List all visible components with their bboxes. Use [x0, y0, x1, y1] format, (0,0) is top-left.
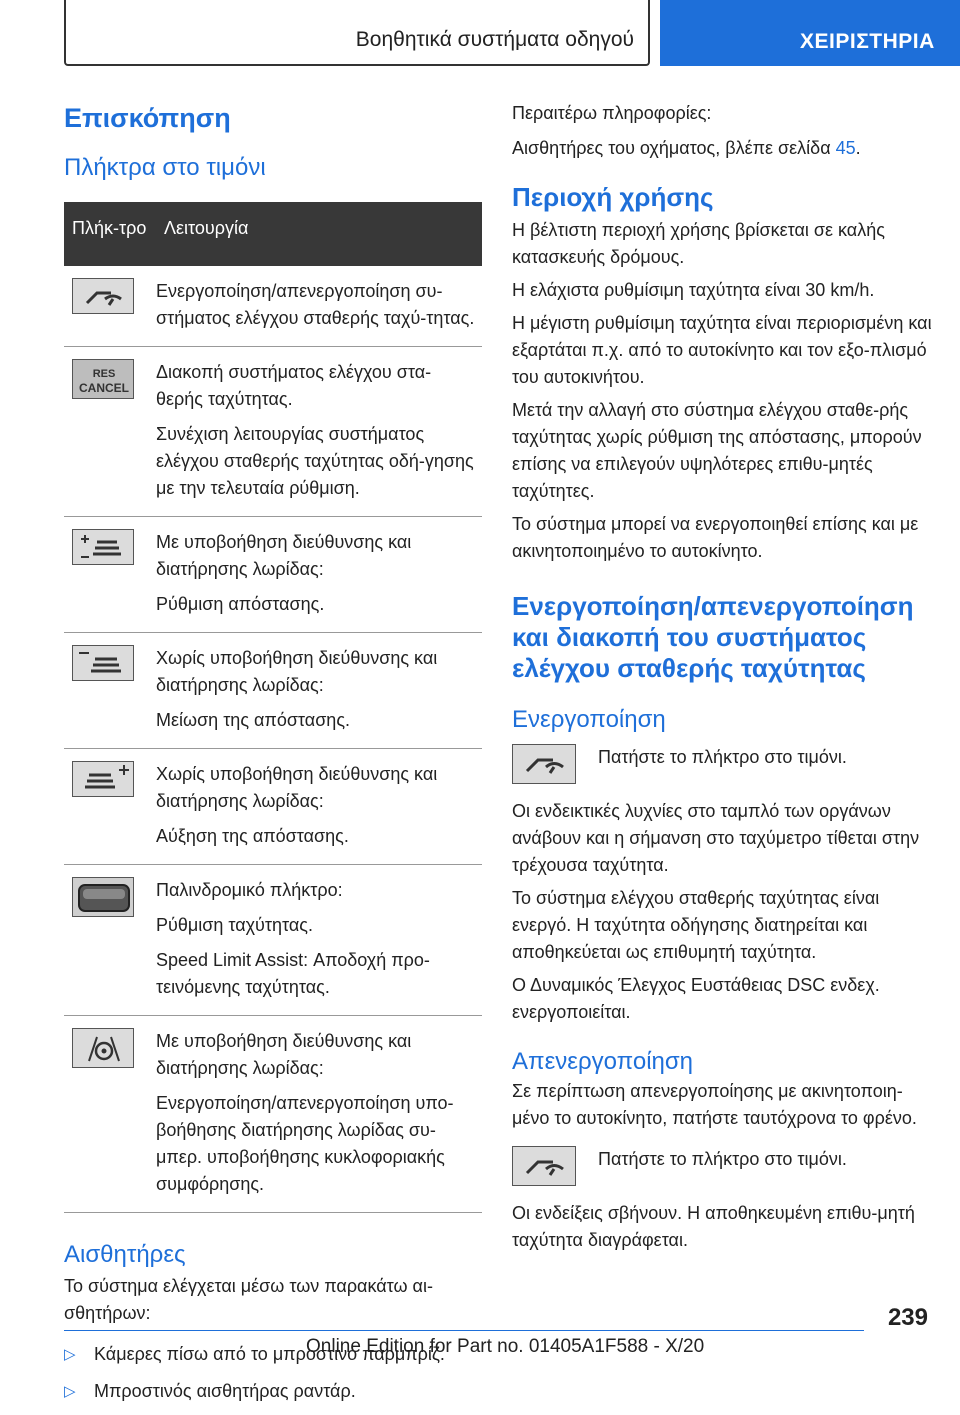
row-text: Παλινδρομικό πλήκτρο:	[156, 880, 343, 900]
table-row	[64, 1016, 482, 1213]
table-row	[64, 347, 482, 517]
row-text: Ρύθμιση ταχύτητας.	[156, 915, 313, 935]
cruise-control-icon	[512, 744, 576, 784]
row-text: Ενεργοποίηση/απενεργοποίηση υπο-βοήθησης διατήρησης λωρίδας συ-μπερ. υποβοήθησης κυκλοφοριακής συμφόρησης.	[156, 1093, 454, 1194]
range-heading: Περιοχή χρήσης	[512, 182, 714, 212]
row-text: Χωρίς υποβοήθηση διεύθυνσης και διατήρησης λωρίδας:	[156, 648, 438, 695]
more-info-label: Περαιτέρω πληροφορίες:	[512, 103, 712, 123]
activate-heading: Ενεργοποίηση	[512, 706, 666, 733]
list-item: ▷ Μπροστινός αισθητήρας ραντάρ.	[64, 1378, 482, 1405]
res-cancel-icon	[72, 359, 134, 399]
row-text: Με υποβοήθηση διεύθυνσης και διατήρησης λωρίδας:	[156, 1031, 412, 1078]
row-text: Speed Limit Assist: Αποδοχή προ-τεινόμενης ταχύτητας.	[156, 950, 430, 997]
header-chapter: Βοηθητικά συστήματα οδηγού	[355, 28, 634, 51]
table-row	[64, 633, 482, 749]
range-text: Η ελάχιστα ρυθμίσιμη ταχύτητα είναι 30 km/h.	[512, 280, 875, 300]
sensors-intro: Το σύστημα ελέγχεται μέσω των παρακάτω αι-σθητήρων:	[64, 1276, 433, 1323]
row-text: Με υποβοήθηση διεύθυνσης και διατήρησης λωρίδας:	[156, 532, 412, 579]
row-text: Διακοπή συστήματος ελέγχου στα-θερής ταχύτητας.	[156, 362, 432, 409]
left-column	[64, 100, 482, 1415]
table-row	[64, 266, 482, 347]
table-row	[64, 517, 482, 633]
sensors-heading: Αισθητήρες	[64, 1241, 186, 1268]
activate-instruction	[512, 744, 932, 784]
cruise-control-icon	[512, 1146, 576, 1186]
activate-button-text: Πατήστε το πλήκτρο στο τιμόνι.	[598, 747, 847, 767]
list-item: ▷ Κάμερες πίσω από το μπροστινό παρμπρίζ.	[64, 1341, 482, 1368]
distance-increase-icon	[72, 761, 134, 797]
activate-text: Οι ενδεικτικές λυχνίες στο ταμπλό των οργάνων ανάβουν και η σήμανση στο ταχύμετρο τίθεται στην τρέχουσα ταχύτητα.	[512, 801, 920, 875]
page-number: 239	[887, 1304, 928, 1331]
activate-text: Το σύστημα ελέγχου σταθερής ταχύτητας είναι ενεργό. Η ταχύτητα οδήγησης διατηρείται και αποθηκεύεται ως επιθυμητή ταχύτητα.	[512, 888, 880, 962]
keys-table-header	[64, 202, 482, 266]
res-label: RES	[92, 368, 116, 380]
row-text: Συνέχιση λειτουργίας συστήματος ελέγχου σταθερής ταχύτητας οδή-γησης με την τελευταία ρύθμιση.	[156, 424, 474, 498]
table-row	[64, 749, 482, 865]
deactivate-heading: Απενεργοποίηση	[512, 1048, 694, 1075]
header-chapter-box	[64, 0, 650, 66]
col-key-header: Πλήκ-τρο	[64, 202, 156, 266]
row-text: Αύξηση της απόστασης.	[156, 826, 349, 846]
range-text: Η μέγιστη ρυθμίσιμη ταχύτητα είναι περιορισμένη και εξαρτάται π.χ. από το αυτοκίνητο και τον εξο-πλισμό του αυτοκινήτου.	[512, 313, 932, 387]
activate-text: Ο Δυναμικός Έλεγχος Ευστάθειας DSC ενδεχ. ενεργοποιείται.	[512, 975, 880, 1022]
row-text: Χωρίς υποβοήθηση διεύθυνσης και διατήρησης λωρίδας:	[156, 764, 438, 811]
range-text: Μετά την αλλαγή στο σύστημα ελέγχου σταθε-ρής ταχύτητας χωρίς ρύθμιση της απόστασης, μπορούν επίσης να επιλεγούν υψηλότερες επιθυ-μητές ταχύτητες.	[512, 400, 922, 501]
distance-icon	[72, 529, 134, 565]
footer-edition: Online Edition for Part no. 01405A1F588 - X/20	[306, 1336, 705, 1357]
row-text: Ρύθμιση απόστασης.	[156, 594, 325, 614]
range-text: Το σύστημα μπορεί να ενεργοποιηθεί επίσης και με ακινητοποιημένο το αυτοκίνητο.	[512, 514, 919, 561]
footer-divider	[64, 1330, 864, 1331]
steering-keys-heading: Πλήκτρα στο τιμόνι	[64, 154, 266, 181]
page-link[interactable]: 45	[835, 138, 856, 158]
deactivate-outro: Οι ενδείξεις σβήνουν. Η αποθηκευμένη επιθυ-μητή ταχύτητα διαγράφεται.	[512, 1203, 915, 1250]
row-text: Μείωση της απόστασης.	[156, 710, 350, 730]
header-section: ΧΕΙΡΙΣΤΗΡΙΑ	[800, 30, 935, 53]
keys-table	[64, 202, 482, 1213]
sensors-reference: Αισθητήρες του οχήματος, βλέπε σελίδα 45.	[512, 138, 861, 158]
deactivate-intro: Σε περίπτωση απενεργοποίησης με ακινητοποιη-μένο το αυτοκίνητο, πατήστε ταυτόχρονα το φρένο.	[512, 1081, 917, 1128]
cancel-label: CANCEL	[79, 381, 129, 395]
distance-decrease-icon	[72, 645, 134, 681]
activation-heading: Ενεργοποίηση/απενεργοποίηση και διακοπή του συστήματος ελέγχου σταθερής ταχύτητας	[512, 591, 914, 683]
right-column	[512, 100, 932, 1254]
page-title: Επισκόπηση	[64, 103, 231, 133]
rocker-switch-icon	[72, 877, 134, 917]
steering-assist-icon	[72, 1028, 134, 1068]
deactivate-instruction	[512, 1146, 932, 1186]
deactivate-button-text: Πατήστε το πλήκτρο στο τιμόνι.	[598, 1149, 847, 1169]
header-section-tab	[660, 0, 960, 66]
cruise-control-icon	[72, 278, 134, 314]
table-row	[64, 865, 482, 1016]
col-function-header: Λειτουργία	[156, 202, 482, 266]
range-text: Η βέλτιστη περιοχή χρήσης βρίσκεται σε καλής κατασκευής δρόμους.	[512, 220, 885, 267]
row-text: Ενεργοποίηση/απενεργοποίηση συ-στήματος ελέγχου σταθερής ταχύ-τητας.	[156, 281, 475, 328]
